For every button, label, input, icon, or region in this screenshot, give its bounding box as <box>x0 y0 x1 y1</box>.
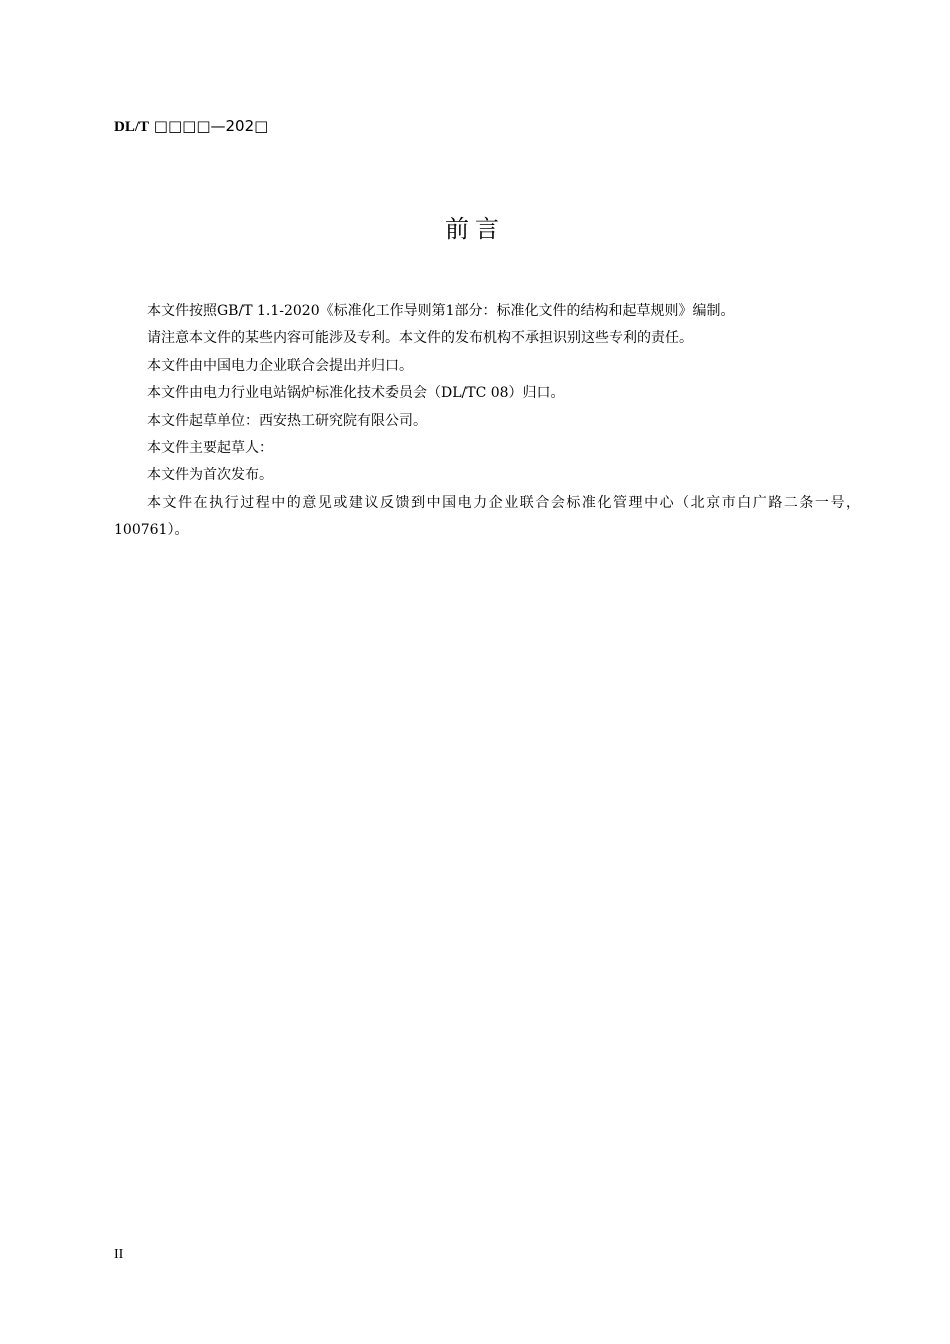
paragraph-technical-committee: 本文件由电力行业电站锅炉标准化技术委员会（DL/TC 08）归口。 <box>147 385 565 402</box>
paragraph-first-release: 本文件为首次发布。 <box>147 467 273 484</box>
page-title: 前言 <box>445 215 505 243</box>
document-header <box>114 117 268 136</box>
standard-code: DL/T <box>114 119 150 135</box>
paragraph-drafters: 本文件主要起草人： <box>147 440 273 457</box>
foreword-body <box>114 298 860 545</box>
page-number: II <box>114 1247 124 1262</box>
paragraph-feedback: 本文件在执行过程中的意见或建议反馈到中国电力企业联合会标准化管理中心（北京市白广路二条一号，100761）。 <box>114 494 860 539</box>
paragraph-proposer: 本文件由中国电力企业联合会提出并归口。 <box>147 357 413 374</box>
paragraph-standard-basis: 本文件按照GB/T 1.1-2020《标准化工作导则第1部分：标准化文件的结构和起草规则》编制。 <box>147 303 735 319</box>
paragraph-drafting-unit: 本文件起草单位：西安热工研究院有限公司。 <box>147 412 427 429</box>
paragraph-patent-notice: 请注意本文件的某些内容可能涉及专利。本文件的发布机构不承担识别这些专利的责任。 <box>147 330 693 347</box>
standard-number: □□□□—202□ <box>153 117 269 135</box>
